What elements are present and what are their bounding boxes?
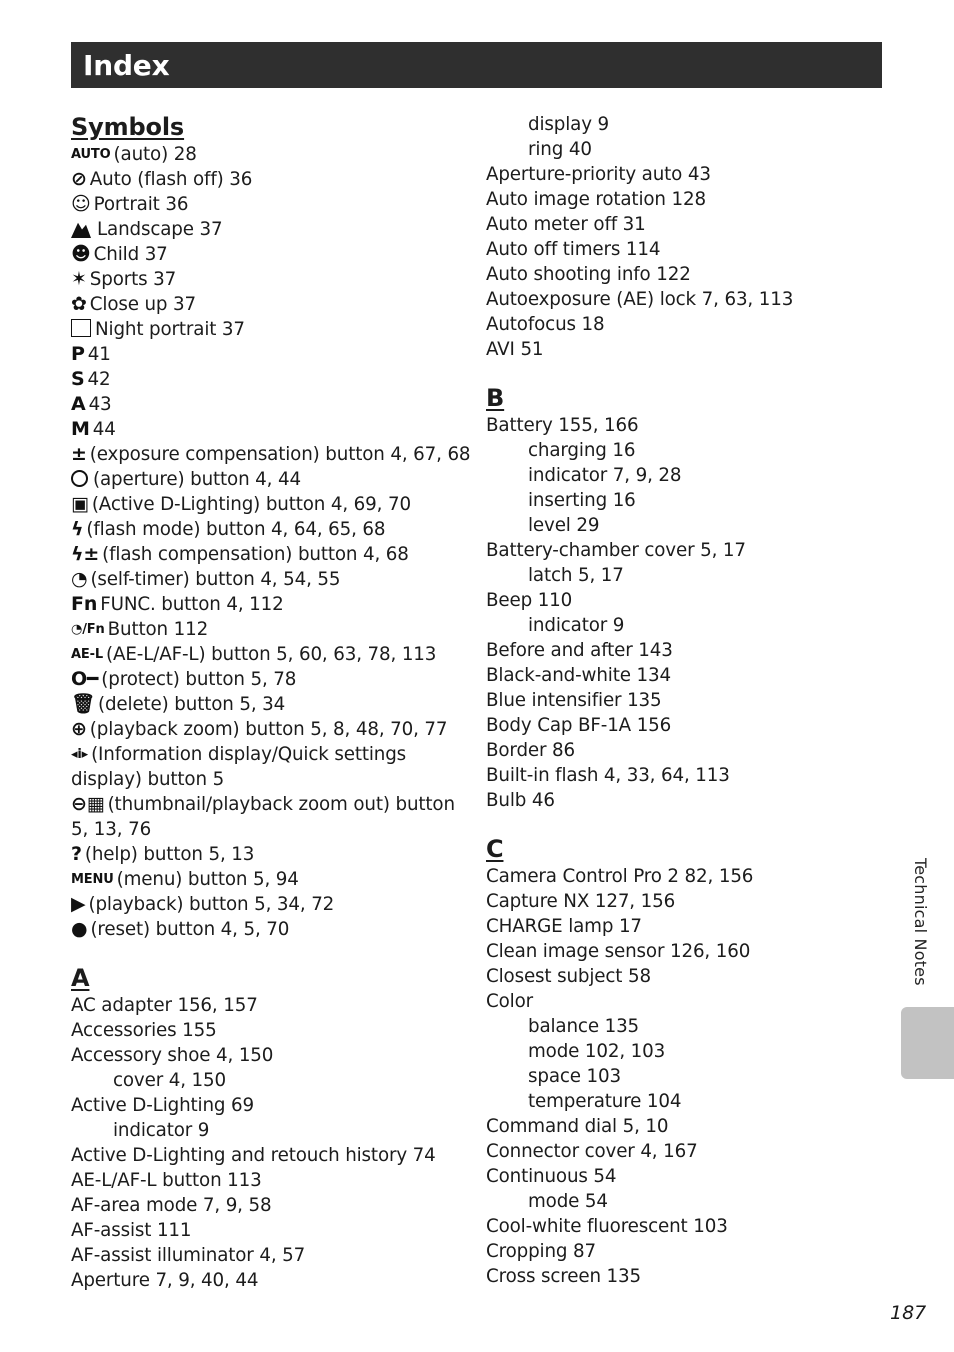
index-entry: Before and after 143 [486,640,673,661]
index-subentry: charging 16 [528,440,636,461]
symbol-entry [71,392,471,417]
index-entry: Color [486,991,533,1012]
index-subentry: level 29 [528,515,600,536]
symbol-entry-text: (playback) button 5, 34, 72 [88,894,335,915]
auto-flash-off-icon: ⊘ [71,168,87,190]
portrait-icon: ☺ [71,193,91,215]
symbol-entry-text: Button 112 [107,619,209,640]
index-entry: AE-L/AF-L button 113 [71,1170,262,1191]
delete-icon: 🗑 [71,693,95,715]
index-entry: Autofocus 18 [486,314,605,335]
exposure-compensation-icon: ± [71,443,87,465]
ae-af-lock-icon: AE-L [71,647,104,662]
index-entry: Cool-white fluorescent 103 [486,1216,728,1237]
symbol-entry-text: (exposure compensation) button 4, 67, 68 [89,444,471,465]
index-subentry: mode 54 [528,1191,608,1212]
index-subentry: display 9 [528,114,610,135]
flash-compensation-icon: ϟ± [71,543,100,565]
symbol-entry-text: Sports 37 [89,269,177,290]
thumbnail-icon: ⊖▦ [71,793,105,815]
index-entry: Auto shooting info 122 [486,264,691,285]
symbol-entry [71,842,471,867]
flash-mode-icon: ϟ [71,518,84,540]
symbol-entry [71,867,471,892]
child-icon: ☻ [71,243,91,265]
night-portrait-icon [71,319,91,337]
index-entry: AF-assist illuminator 4, 57 [71,1245,306,1266]
symbol-entry-text: (reset) button 4, 5, 70 [90,919,290,940]
symbol-entry [71,917,471,942]
index-header-bar [71,42,882,88]
index-subentry: temperature 104 [528,1091,682,1112]
symbol-entry [71,292,471,317]
symbol-entry-text: 44 [92,419,116,440]
symbol-entry-text: Close up 37 [89,294,197,315]
section-heading-a: A [71,964,90,992]
index-subentry: indicator 9 [528,615,625,636]
index-left-column [71,112,471,1293]
playback-icon: ▶ [71,893,86,915]
index-entry: Active D-Lighting 69 [71,1095,254,1116]
side-tab-label: Technical Notes [911,858,930,986]
index-entry: Cropping 87 [486,1241,596,1262]
landscape-icon [71,219,91,238]
symbol-entry-text: (delete) button 5, 34 [97,694,286,715]
index-subentry: space 103 [528,1066,621,1087]
symbol-entry-text: Child 37 [93,244,168,265]
sports-icon: ✶ [71,268,87,290]
symbol-entry-text: 41 [87,344,111,365]
s-mode-icon: S [71,368,85,390]
index-entry: Active D-Lighting and retouch history 74 [71,1145,436,1166]
index-entry: AC adapter 156, 157 [71,995,258,1016]
side-tab [901,1007,954,1079]
symbol-entry [71,342,471,367]
symbol-entry [71,142,471,167]
info-display-icon: ◂i▸ [71,747,89,762]
index-entry: CHARGE lamp 17 [486,916,642,937]
a-continued-list [486,112,866,362]
index-entry: Auto off timers 114 [486,239,661,260]
symbol-entry-text: (aperture) button 4, 44 [93,469,301,490]
section-heading-symbols: Symbols [71,113,185,141]
symbol-entry [71,167,471,192]
symbol-entry [71,267,471,292]
symbol-entry [71,592,471,617]
index-entry: Command dial 5, 10 [486,1116,669,1137]
section-heading-b: B [486,384,505,412]
reset-icon: ● [71,918,88,940]
section-heading-c: C [486,835,504,863]
symbol-entry [71,792,471,842]
auto-mode-icon: AUTO [71,147,111,162]
protect-icon: O━ [71,668,99,690]
symbol-entry-text: (thumbnail/playback zoom out) button 5, 13, 76 [71,794,455,840]
symbol-entry [71,742,471,792]
section-gap [71,942,471,963]
index-entry: Blue intensifier 135 [486,690,662,711]
symbol-entry [71,617,471,642]
index-entry: Black-and-white 134 [486,665,671,686]
index-entry: Accessory shoe 4, 150 [71,1045,274,1066]
index-entry: Border 86 [486,740,576,761]
symbol-entry-text: (AE-L/AF-L) button 5, 60, 63, 78, 113 [106,644,437,665]
symbol-entry-text: (menu) button 5, 94 [116,869,299,890]
aperture-icon [71,470,88,487]
index-entry: Aperture 7, 9, 40, 44 [71,1270,259,1291]
symbol-entry-text: Portrait 36 [93,194,189,215]
index-entry: Cross screen 135 [486,1266,641,1287]
index-entry: Battery-chamber cover 5, 17 [486,540,746,561]
p-mode-icon: P [71,343,85,365]
menu-icon: MENU [71,872,114,887]
symbol-entry-text: (self-timer) button 4, 54, 55 [90,569,341,590]
symbol-entry [71,717,471,742]
close-up-icon: ✿ [71,293,87,315]
index-subentry: indicator 7, 9, 28 [528,465,682,486]
index-subentry: latch 5, 17 [528,565,624,586]
active-d-lighting-icon: ▣ [71,493,89,515]
index-entry: Auto meter off 31 [486,214,646,235]
section-gap [486,813,866,834]
index-entry: Accessories 155 [71,1020,217,1041]
symbol-entry [71,442,471,467]
b-entries-list [486,413,866,813]
index-entry: Battery 155, 166 [486,415,639,436]
symbol-entry [71,492,471,517]
symbol-entry [71,192,471,217]
symbol-entry [71,667,471,692]
section-gap [486,362,866,383]
help-icon: ? [71,843,82,865]
index-subentry: cover 4, 150 [113,1070,226,1091]
symbol-entry-text: Landscape 37 [97,219,223,240]
symbol-entry-text: 43 [88,394,112,415]
index-subentry: balance 135 [528,1016,640,1037]
index-subentry: indicator 9 [113,1120,210,1141]
symbol-entry-text: (Information display/Quick settings display) button 5 [71,744,407,790]
index-subentry: inserting 16 [528,490,636,511]
symbol-entry-text: (protect) button 5, 78 [101,669,297,690]
symbol-entry [71,217,471,242]
index-entry: Auto image rotation 128 [486,189,706,210]
symbol-entry-text: (auto) 28 [113,144,197,165]
index-entry: AF-assist 111 [71,1220,192,1241]
index-entry: Body Cap BF-1A 156 [486,715,672,736]
func-icon: Fn [71,593,98,615]
page-number: 187 [890,1302,927,1324]
symbol-entry-text: Night portrait 37 [95,319,245,340]
symbol-entry [71,567,471,592]
index-entry: Continuous 54 [486,1166,617,1187]
self-timer-icon: ◔ [71,568,88,590]
index-entry: Connector cover 4, 167 [486,1141,698,1162]
symbol-entry-text: (playback zoom) button 5, 8, 48, 70, 77 [89,719,448,740]
symbol-entry-text: (Active D-Lighting) button 4, 69, 70 [91,494,411,515]
index-right-column [486,112,866,1289]
symbol-entry-text: 42 [87,369,111,390]
symbol-entry-text: (flash compensation) button 4, 68 [102,544,409,565]
c-entries-list [486,864,866,1289]
index-entry: Built-in flash 4, 33, 64, 113 [486,765,730,786]
symbol-entry [71,892,471,917]
symbol-entry [71,417,471,442]
index-entry: Aperture-priority auto 43 [486,164,711,185]
index-entry: Closest subject 58 [486,966,651,987]
symbol-entry [71,517,471,542]
index-subentry: mode 102, 103 [528,1041,666,1062]
symbol-entry [71,317,471,342]
index-entry: Bulb 46 [486,790,555,811]
index-entry: Autoexposure (AE) lock 7, 63, 113 [486,289,794,310]
symbol-entry [71,242,471,267]
playback-zoom-icon: ⊕ [71,718,87,740]
symbols-list [71,142,471,942]
a-mode-icon: A [71,393,86,415]
symbol-entry [71,367,471,392]
symbol-entry [71,642,471,667]
index-entry: AVI 51 [486,339,544,360]
symbol-entry-text: Auto (flash off) 36 [89,169,253,190]
symbol-entry [71,542,471,567]
symbol-entry-text: (help) button 5, 13 [84,844,255,865]
symbol-entry-text: (flash mode) button 4, 64, 65, 68 [86,519,386,540]
symbol-entry-text: FUNC. button 4, 112 [100,594,284,615]
m-mode-icon: M [71,418,90,440]
index-entry: Capture NX 127, 156 [486,891,676,912]
self-timer-func-icon: ◔/Fn [71,622,105,637]
index-entry: Beep 110 [486,590,573,611]
symbol-entry [71,692,471,717]
page-title: Index [83,49,170,82]
symbol-entry [71,467,471,492]
index-subentry: ring 40 [528,139,592,160]
index-entry: AF-area mode 7, 9, 58 [71,1195,272,1216]
index-entry: Clean image sensor 126, 160 [486,941,751,962]
a-entries-list [71,993,471,1293]
index-entry: Camera Control Pro 2 82, 156 [486,866,754,887]
